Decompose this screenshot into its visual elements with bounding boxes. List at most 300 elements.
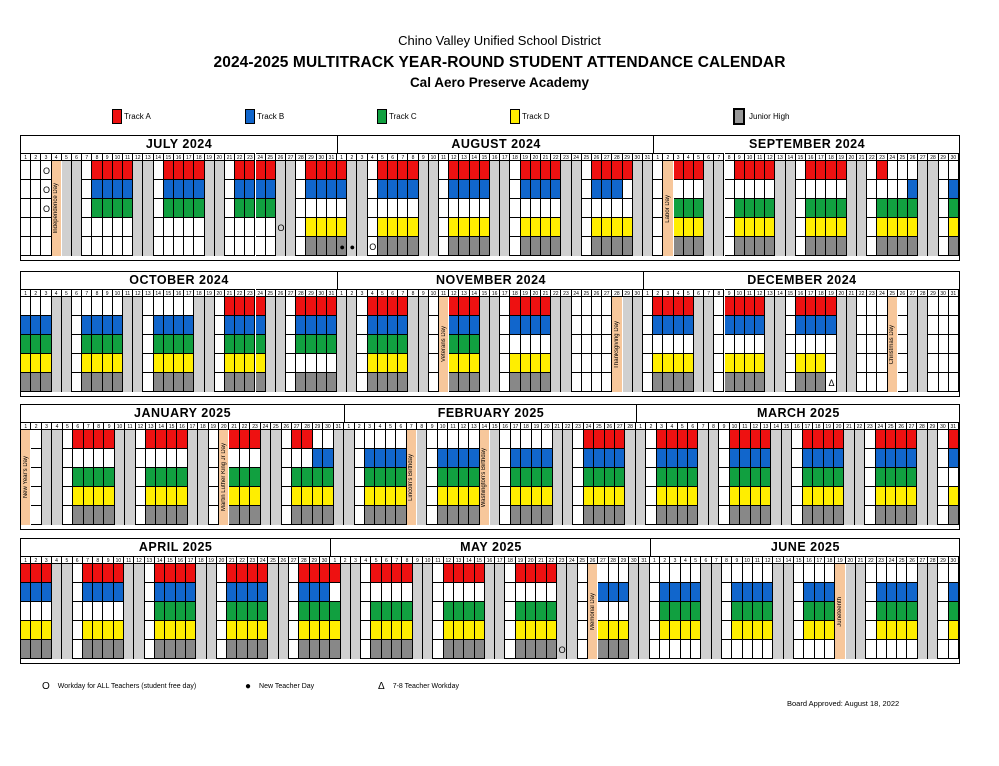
day-number: 20 [847,153,857,161]
track-c-cell [21,335,31,354]
track-d-cell [31,621,41,640]
track-c-cell [306,199,316,218]
day-number: 4 [361,556,371,564]
day-number: 28 [928,153,938,161]
track-j-cell [755,373,765,392]
track-a-cell [660,564,670,583]
board-approved: Board Approved: August 18, 2022 [787,699,900,708]
track-c-cell [337,199,347,218]
day-number: 14 [480,422,490,430]
track-d-cell [392,621,402,640]
track-a-cell [31,564,41,583]
track-j-cell [41,373,51,392]
track-b-cell [949,449,959,468]
track-c-cell [83,602,93,621]
track-j-cell [368,373,378,392]
day-number: 16 [176,556,186,564]
track-b-cell [31,180,41,199]
track-c-cell [877,335,887,354]
track-j-cell [464,640,474,659]
day-number: 21 [227,556,237,564]
track-j-cell [438,506,448,525]
track-d-cell [310,621,320,640]
day-number: 28 [299,556,309,564]
weekend-column [413,564,423,659]
track-b-cell [674,316,684,335]
track-d-cell [876,487,886,506]
weekend-column [205,297,215,392]
track-d-cell [725,218,735,237]
note-jh-workday [378,681,459,692]
track-c-cell [584,468,594,487]
month-heading: JULY 2024 [145,137,213,151]
track-d-cell [907,487,917,506]
track-d-cell [735,218,745,237]
track-a-cell [867,297,877,316]
track-b-cell [657,449,667,468]
track-b-cell [949,316,959,335]
day-number: 7 [83,556,93,564]
track-j-cell [317,373,327,392]
month-heading: MAY 2025 [330,539,651,556]
track-a-cell [82,161,92,180]
track-b-cell [623,180,633,199]
track-j-cell [240,506,250,525]
day-number: 26 [898,289,908,297]
track-d-cell [330,621,340,640]
track-c-cell [439,199,449,218]
track-j-cell [365,506,375,525]
track-d-cell [674,218,684,237]
track-a-cell [719,430,729,449]
weekend-column [357,161,367,256]
track-c-cell [174,199,184,218]
track-a-cell [511,430,521,449]
track-b-cell [877,583,887,602]
track-d-cell [296,354,306,373]
track-b-cell [755,316,765,335]
track-c-cell [949,602,959,621]
track-c-cell [475,602,485,621]
day-number: 8 [408,289,418,297]
track-a-cell [650,564,660,583]
legend-track-c [377,107,417,125]
day-number: 21 [536,556,546,564]
track-j-cell [725,373,735,392]
day-number: 23 [867,289,877,297]
track-j-cell [299,640,309,659]
day-number: 5 [378,153,388,161]
track-a-cell [824,430,834,449]
track-a-cell [429,297,439,316]
day-number: 5 [371,556,381,564]
track-a-cell [796,161,806,180]
track-c-cell [73,468,83,487]
day-number: 19 [516,556,526,564]
track-j-cell [164,237,174,256]
track-j-cell [816,237,826,256]
track-d-cell [235,218,245,237]
track-b-cell [449,316,459,335]
track-j-cell [516,640,526,659]
day-number: 4 [375,422,385,430]
weekend-column [351,564,361,659]
track-b-cell [388,180,398,199]
track-c-cell [355,468,365,487]
track-j-cell [388,237,398,256]
track-j-cell [714,373,724,392]
track-c-cell [725,335,735,354]
track-b-cell [248,583,258,602]
day-number: 14 [156,422,166,430]
track-a-cell [877,297,887,316]
track-a-cell [368,161,378,180]
weekend-column [485,564,495,659]
track-b-cell [949,180,959,199]
day-number: 25 [594,422,604,430]
weekend-column [855,430,865,525]
weekend-column [709,430,719,525]
track-b-cell [480,180,490,199]
weekend-column [42,430,52,525]
track-j-cell [258,640,268,659]
day-number: 20 [834,422,844,430]
track-a-cell [826,161,836,180]
weekend-column [344,430,354,525]
track-d-cell [94,487,104,506]
day-number: 4 [52,556,62,564]
track-c-cell [245,335,255,354]
triangle-icon: Δ [378,681,385,692]
track-b-cell [368,316,378,335]
track-a-cell [396,430,406,449]
day-number: 9 [413,556,423,564]
track-a-cell [612,161,622,180]
track-d-cell [714,354,724,373]
track-d-cell [867,354,877,373]
track-c-cell [31,602,41,621]
track-j-cell [735,237,745,256]
track-d-cell [327,354,337,373]
day-number: 22 [235,289,245,297]
track-b-cell [444,583,454,602]
track-c-cell [167,468,177,487]
track-b-cell [898,316,908,335]
track-c-cell [837,199,847,218]
track-d-cell [323,487,333,506]
day-number: 14 [786,153,796,161]
track-a-cell [136,430,146,449]
track-a-cell [857,297,867,316]
track-j-cell [816,373,826,392]
track-b-cell [602,180,612,199]
track-a-cell [439,161,449,180]
track-c-cell [803,468,813,487]
track-a-cell [174,297,184,316]
track-b-cell [323,449,333,468]
day-number: 16 [174,289,184,297]
track-j-cell [573,506,583,525]
track-c-cell [256,335,266,354]
track-a-cell [582,297,592,316]
track-c-cell [500,468,510,487]
track-b-cell [594,449,604,468]
track-j-cell [646,506,656,525]
day-number: 26 [592,153,602,161]
track-a-cell [877,564,887,583]
track-c-cell [31,335,41,354]
weekend-column [198,430,208,525]
day-number: 4 [52,153,62,161]
track-j-cell [136,506,146,525]
day-number: 30 [320,556,330,564]
track-j-cell [806,373,816,392]
track-d-cell [825,621,835,640]
track-b-cell [245,180,255,199]
track-j-cell [378,373,388,392]
legend-track-d [510,107,550,125]
track-b-cell [865,449,875,468]
day-number: 12 [751,422,761,430]
track-c-cell [511,468,521,487]
track-c-cell [719,468,729,487]
legend-track-b [245,107,284,125]
track-d-cell [886,487,896,506]
track-b-cell [743,583,753,602]
track-c-cell [521,199,531,218]
track-j-cell [510,373,520,392]
weekend-column [625,430,635,525]
track-j-cell [123,237,133,256]
track-c-cell [386,468,396,487]
track-c-cell [592,199,602,218]
track-d-cell [167,487,177,506]
track-j-cell [670,640,680,659]
track-b-cell [877,316,887,335]
track-d-cell [646,487,656,506]
track-a-cell [438,430,448,449]
track-c-cell [681,602,691,621]
track-a-cell [155,564,165,583]
weekend-column [928,564,938,659]
track-b-cell [536,583,546,602]
track-c-cell [663,335,673,354]
track-d-cell [938,621,948,640]
track-j-cell [949,506,959,525]
track-a-cell [103,564,113,583]
day-number: 26 [908,153,918,161]
track-d-cell [582,218,592,237]
track-c-cell [786,335,796,354]
weekend-column [215,161,225,256]
weekend-column [286,161,296,256]
day-number: 12 [765,153,775,161]
track-c-cell [327,199,337,218]
track-d-cell [104,487,114,506]
track-j-cell [146,506,156,525]
day-number: 10 [743,556,753,564]
track-c-cell [365,468,375,487]
track-c-cell [227,602,237,621]
day-number: 6 [694,289,704,297]
day-number: 13 [459,289,469,297]
track-b-cell [470,180,480,199]
track-a-cell [584,430,594,449]
track-d-cell [378,218,388,237]
track-d-cell [500,354,510,373]
track-b-cell [186,583,196,602]
track-d-cell [826,354,836,373]
track-d-cell [643,354,653,373]
legend-track-a [112,107,151,125]
track-a-cell [299,564,309,583]
track-d-cell [578,621,588,640]
track-d-cell [237,621,247,640]
track-j-cell [449,373,459,392]
day-number: 15 [167,422,177,430]
track-b-cell [816,180,826,199]
track-d-cell [41,218,51,237]
day-number: 3 [42,556,52,564]
track-d-cell [245,354,255,373]
track-b-cell [578,583,588,602]
day-number: 5 [62,153,72,161]
day-number: 28 [609,556,619,564]
track-a-cell [578,564,588,583]
track-d-cell [469,487,479,506]
track-a-cell [825,564,835,583]
day-number: 22 [867,153,877,161]
track-b-cell [258,583,268,602]
track-d-cell [681,621,691,640]
weekend-column [134,564,144,659]
track-j-cell [245,373,255,392]
track-j-cell [763,640,773,659]
weekend-column [633,297,643,392]
day-number: 16 [177,422,187,430]
track-c-cell [660,602,670,621]
day-number: 25 [578,556,588,564]
track-b-cell [396,449,406,468]
track-b-cell [806,316,816,335]
holiday-label: Juneteenth [836,596,843,627]
track-j-cell [907,640,917,659]
track-a-cell [357,297,367,316]
track-c-cell [582,199,592,218]
day-number: 18 [510,153,520,161]
track-j-cell [877,373,887,392]
track-b-cell [908,180,918,199]
month-heading: OCTOBER 2024 [129,273,229,287]
track-b-cell [730,449,740,468]
track-j-cell [796,237,806,256]
track-c-cell [505,602,515,621]
track-c-cell [751,468,761,487]
track-a-cell [217,564,227,583]
track-b-cell [745,180,755,199]
holiday-column [21,430,30,525]
day-number: 17 [803,422,813,430]
track-b-cell [541,180,551,199]
track-j-cell [186,640,196,659]
track-j-cell [653,373,663,392]
track-c-cell [248,602,258,621]
track-c-cell [542,468,552,487]
track-c-cell [155,602,165,621]
track-d-cell [302,487,312,506]
holiday-label: Lincoln's Birthday [408,454,415,501]
day-number: 26 [592,289,602,297]
track-j-cell [480,237,490,256]
track-a-cell [804,564,814,583]
track-b-cell [317,180,327,199]
track-b-cell [371,583,381,602]
track-j-cell [42,640,52,659]
track-j-cell [663,373,673,392]
track-c-cell [898,199,908,218]
track-a-cell [355,430,365,449]
track-b-cell [378,180,388,199]
track-d-cell [475,621,485,640]
track-c-cell [536,602,546,621]
holiday-label: Memorial Day [589,592,596,630]
track-b-cell [532,449,542,468]
track-b-cell [155,583,165,602]
track-c-cell [313,468,323,487]
track-b-cell [31,316,41,335]
track-c-cell [888,199,898,218]
day-number: 16 [796,289,806,297]
track-j-cell [82,237,92,256]
track-j-cell [184,237,194,256]
track-c-cell [63,468,73,487]
track-a-cell [378,161,388,180]
day-number: 13 [775,153,785,161]
track-c-cell [375,468,385,487]
day-marker: Δ [828,378,835,388]
track-c-cell [31,199,41,218]
day-number: 25 [268,556,278,564]
weekend-column [124,564,134,659]
track-c-cell [184,199,194,218]
day-number: 27 [907,422,917,430]
track-b-cell [245,316,255,335]
day-number: 24 [888,153,898,161]
track-b-cell [82,180,92,199]
weekend-column [266,297,276,392]
track-b-cell [592,180,602,199]
track-c-cell [653,199,663,218]
day-number: 2 [347,153,357,161]
day-number: 4 [52,422,62,430]
day-number: 30 [317,153,327,161]
day-number: 12 [449,289,459,297]
track-b-cell [41,316,51,335]
day-number: 15 [782,422,792,430]
track-c-cell [143,335,153,354]
track-b-cell [598,583,608,602]
track-c-cell [806,199,816,218]
track-b-cell [949,583,959,602]
track-c-cell [427,468,437,487]
day-number: 23 [877,153,887,161]
day-number: 12 [459,422,469,430]
track-b-cell [145,583,155,602]
track-b-cell [31,583,41,602]
track-a-cell [714,297,724,316]
track-a-cell [667,430,677,449]
track-c-cell [745,335,755,354]
